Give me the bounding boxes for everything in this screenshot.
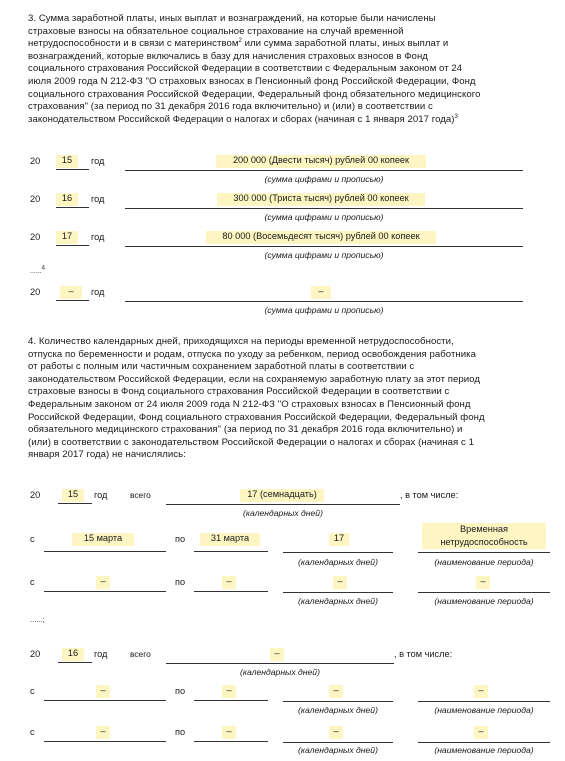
year-prefix: 20	[30, 194, 41, 204]
year-field[interactable]: 16	[62, 648, 84, 661]
to-date-field[interactable]: –	[222, 685, 236, 698]
period-name-field[interactable]: –	[474, 726, 488, 739]
year-prefix: 20	[30, 287, 41, 297]
to-word: по	[175, 577, 186, 587]
s4-line: отпуска по беременности и родам, отпуска по уходу за ребенком, период освобождения работника	[28, 348, 476, 360]
total-caption: (календарных дней)	[240, 667, 320, 677]
amount-underline	[125, 301, 523, 302]
section-3-text	[28, 13, 536, 126]
from-date-field[interactable]: –	[96, 685, 110, 698]
period-name-field[interactable]: Временная нетрудоспособность	[422, 523, 546, 549]
total-underline	[166, 504, 400, 505]
total-underline	[166, 663, 394, 664]
from-underline	[44, 591, 166, 592]
to-word: по	[175, 534, 186, 544]
s3-line: вознаграждений, которые включались в базу для начисления страховых взносов в Фонд	[28, 50, 428, 62]
period-days-field[interactable]: –	[329, 726, 343, 739]
s4-line: обязательного медицинского страхования" (за период по 31 декабря 2016 года включительно) и	[28, 424, 463, 436]
days-caption: (календарных дней)	[298, 745, 378, 755]
s4-line: 4. Количество календарных дней, приходящихся на периоды временной нетрудоспособности,	[28, 336, 454, 347]
from-word: с	[30, 727, 35, 737]
from-date-field[interactable]: –	[96, 726, 110, 739]
year-field[interactable]: 16	[56, 193, 78, 206]
s3-line: 3. Сумма заработной платы, иных выплат и вознаграждений, на которые были начислены	[28, 13, 436, 24]
amount-field[interactable]: –	[311, 286, 331, 299]
year-underline	[56, 169, 89, 170]
s4-line: января 2017 года) не начислялись:	[28, 449, 186, 461]
amount-caption: (сумма цифрами и прописью)	[264, 212, 384, 222]
s3-line: социального страхования Российской Федерации в соответствии с Федеральным законом от 24	[28, 63, 463, 75]
year-prefix: 20	[30, 156, 41, 166]
s4-line: (или) в соответствии с законодательством Российской Федерации о налогах и сборах (начиная с 1	[28, 436, 474, 448]
amount-underline	[125, 170, 523, 171]
to-underline	[194, 591, 268, 592]
total-caption: (календарных дней)	[243, 508, 323, 518]
name-underline	[418, 552, 550, 553]
to-underline	[194, 700, 268, 701]
footnote-4: 4	[41, 265, 46, 272]
s4-line: законодательством Российской Федерации, если на сохраняемую заработную плату за этот период	[28, 373, 481, 385]
total-word: всего	[130, 649, 151, 659]
period-days-field[interactable]: –	[333, 576, 347, 589]
period-name-field[interactable]: –	[474, 685, 488, 698]
year-word: год	[91, 194, 105, 204]
total-word: всего	[130, 490, 151, 500]
total-days-field[interactable]: –	[270, 648, 284, 661]
days-caption: (календарных дней)	[298, 557, 378, 567]
name-caption: (наименование периода)	[434, 596, 534, 606]
year-field[interactable]: 17	[56, 231, 78, 244]
section-4-text	[28, 336, 536, 462]
name-underline	[418, 592, 550, 593]
to-date-field[interactable]: –	[222, 726, 236, 739]
from-underline	[44, 551, 166, 552]
amount-field[interactable]: 200 000 (Двести тысяч) рублей 00 копеек	[216, 155, 426, 168]
to-date-field[interactable]: 31 марта	[200, 533, 260, 546]
s3-line: июля 2009 года N 212-ФЗ "О страховых взносах в Пенсионный фонд Российской Федерации, Фонд	[28, 75, 476, 87]
to-date-field[interactable]: –	[222, 576, 236, 589]
footnote-3: 3	[454, 113, 458, 120]
amount-caption: (сумма цифрами и прописью)	[264, 174, 384, 184]
days-caption: (календарных дней)	[298, 596, 378, 606]
to-underline	[194, 551, 268, 552]
year-field[interactable]: –	[60, 286, 82, 299]
days-underline	[283, 701, 393, 702]
to-word: по	[175, 727, 186, 737]
to-word: по	[175, 686, 186, 696]
name-underline	[418, 701, 550, 702]
year-underline	[58, 662, 92, 663]
amount-caption: (сумма цифрами и прописью)	[264, 305, 384, 315]
period-name-field[interactable]: –	[476, 576, 490, 589]
year-prefix: 20	[30, 232, 41, 242]
year-underline	[58, 503, 92, 504]
year-underline	[56, 300, 89, 301]
year-underline	[56, 207, 89, 208]
amount-field[interactable]: 80 000 (Восемьдесят тысяч) рублей 00 копеек	[206, 231, 436, 244]
year-field[interactable]: 15	[56, 155, 78, 168]
year-field[interactable]: 15	[62, 489, 84, 502]
from-word: с	[30, 577, 35, 587]
days-underline	[283, 592, 393, 593]
s3-line: законодательством Российской Федерации о налогах и сборах (начиная с 1 января 2017 года)$^3$	[28, 113, 458, 125]
name-underline	[418, 742, 550, 743]
from-date-field[interactable]: 15 марта	[72, 533, 134, 546]
s4-line: страховые взносы в Фонд социального страхования Российской Федерации в соответствии с	[28, 386, 450, 398]
ellipsis: ......;	[30, 615, 45, 624]
year-word: год	[94, 490, 108, 500]
s3-line: социального страхования Российской Федерации, Федеральный фонд обязательного медицинского	[28, 88, 481, 100]
name-caption: (наименование периода)	[434, 705, 534, 715]
s3-line: нетрудоспособности и в связи с материнством$^2$ или сумма заработной платы, иных выплат и	[28, 38, 449, 50]
year-underline	[56, 245, 89, 246]
total-days-field[interactable]: 17 (семнадцать)	[240, 489, 324, 502]
from-underline	[44, 741, 166, 742]
amount-caption: (сумма цифрами и прописью)	[264, 250, 384, 260]
period-days-field[interactable]: –	[329, 685, 343, 698]
days-caption: (календарных дней)	[298, 705, 378, 715]
from-word: с	[30, 534, 35, 544]
year-word: год	[91, 232, 105, 242]
days-underline	[283, 552, 393, 553]
s4-line: Российской Федерации, Фонд социального страхования Российской Федерации, Федеральный фонд	[28, 411, 485, 423]
s3-line: страхования" (за период по 31 декабря 2016 года включительно) и (или) в соответствии с	[28, 101, 433, 113]
name-caption: (наименование периода)	[434, 745, 534, 755]
name-caption: (наименование периода)	[434, 557, 534, 567]
s4-line: от работы с полным или частичным сохранением заработной платы в соответствии с	[28, 361, 415, 373]
including-text: , в том числе:	[400, 490, 459, 500]
year-word: год	[91, 287, 105, 297]
from-word: с	[30, 686, 35, 696]
amount-field[interactable]: 300 000 (Триста тысяч) рублей 00 копеек	[217, 193, 425, 206]
year-prefix: 20	[30, 649, 41, 659]
s4-line: Федеральным законом от 24 июля 2009 года N 212-ФЗ "О страховых взносах в Пенсионный фонд	[28, 398, 471, 410]
amount-underline	[125, 208, 523, 209]
including-text: , в том числе:	[394, 649, 453, 659]
ellipsis: ......$^4$	[30, 265, 46, 275]
amount-underline	[125, 246, 523, 247]
year-word: год	[94, 649, 108, 659]
footnote-2: 2	[238, 38, 242, 44]
to-underline	[194, 741, 268, 742]
from-underline	[44, 700, 166, 701]
from-date-field[interactable]: –	[96, 576, 110, 589]
days-underline	[283, 742, 393, 743]
s3-line: страховые взносы на обязательное социальное страхование на случай временной	[28, 25, 404, 37]
year-prefix: 20	[30, 490, 41, 500]
year-word: год	[91, 156, 105, 166]
period-days-field[interactable]: 17	[329, 533, 349, 546]
